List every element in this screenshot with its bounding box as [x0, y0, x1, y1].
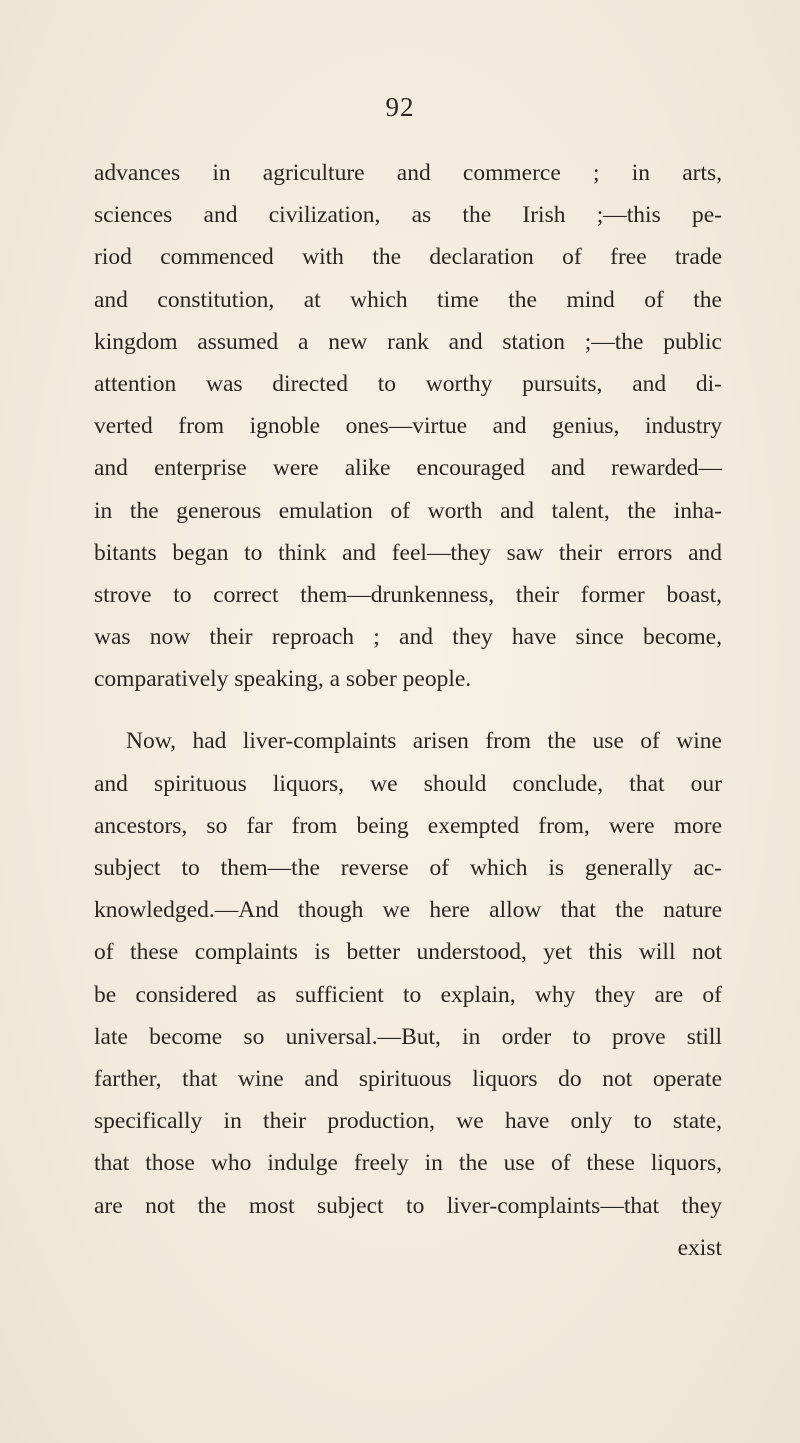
text-line: kingdom assumed a new rank and station ;—the public — [94, 328, 722, 355]
paragraph-2 — [94, 720, 722, 1268]
catchword: exist — [677, 1234, 722, 1261]
text-line: bitants began to think and feel—they saw their errors and — [94, 539, 722, 566]
text-line: sciences and civilization, as the Irish ;—this pe- — [94, 202, 722, 229]
text-line: that those who indulge freely in the use of these liquors, — [94, 1150, 722, 1177]
text-line: comparatively speaking, a sober people. — [94, 666, 472, 693]
paragraph-gap — [94, 700, 722, 720]
text-line: attention was directed to worthy pursuits, and di- — [94, 370, 722, 397]
text-line: Now, had liver-complaints arisen from the use of wine — [126, 728, 722, 755]
text-line: knowledged.—And though we here allow that the nature — [94, 897, 722, 924]
text-line: strove to correct them—drunkenness, their former boast, — [94, 581, 722, 608]
page-number: 92 — [385, 92, 415, 122]
text-line: be considered as sufficient to explain, why they are of — [94, 981, 722, 1008]
text-line: ancestors, so far from being exempted from, were more — [94, 812, 722, 839]
text-line: riod commenced with the declaration of free trade — [94, 244, 722, 271]
text-line: and constitution, at which time the mind of the — [94, 286, 722, 313]
text-line: and enterprise were alike encouraged and rewarded— — [94, 455, 722, 482]
paragraph-1 — [94, 152, 722, 700]
text-line: of these complaints is better understood, yet this will not — [94, 939, 722, 966]
text-line: was now their reproach ; and they have since become, — [94, 624, 722, 651]
text-line: verted from ignoble ones—virtue and genius, industry — [94, 413, 722, 440]
text-line: farther, that wine and spirituous liquors do not operate — [94, 1065, 722, 1092]
text-line: specifically in their production, we have only to state, — [94, 1108, 722, 1135]
text-line: are not the most subject to liver-complaints—that they — [94, 1192, 722, 1219]
text-line: late become so universal.—But, in order to prove still — [94, 1023, 722, 1050]
text-line: subject to them—the reverse of which is generally ac- — [94, 855, 722, 881]
text-line: and spirituous liquors, we should conclude, that our — [94, 770, 722, 797]
body-text — [94, 152, 722, 1269]
text-line: advances in agriculture and commerce ; in arts, — [94, 160, 722, 186]
text-line: in the generous emulation of worth and talent, the inha- — [94, 497, 722, 524]
